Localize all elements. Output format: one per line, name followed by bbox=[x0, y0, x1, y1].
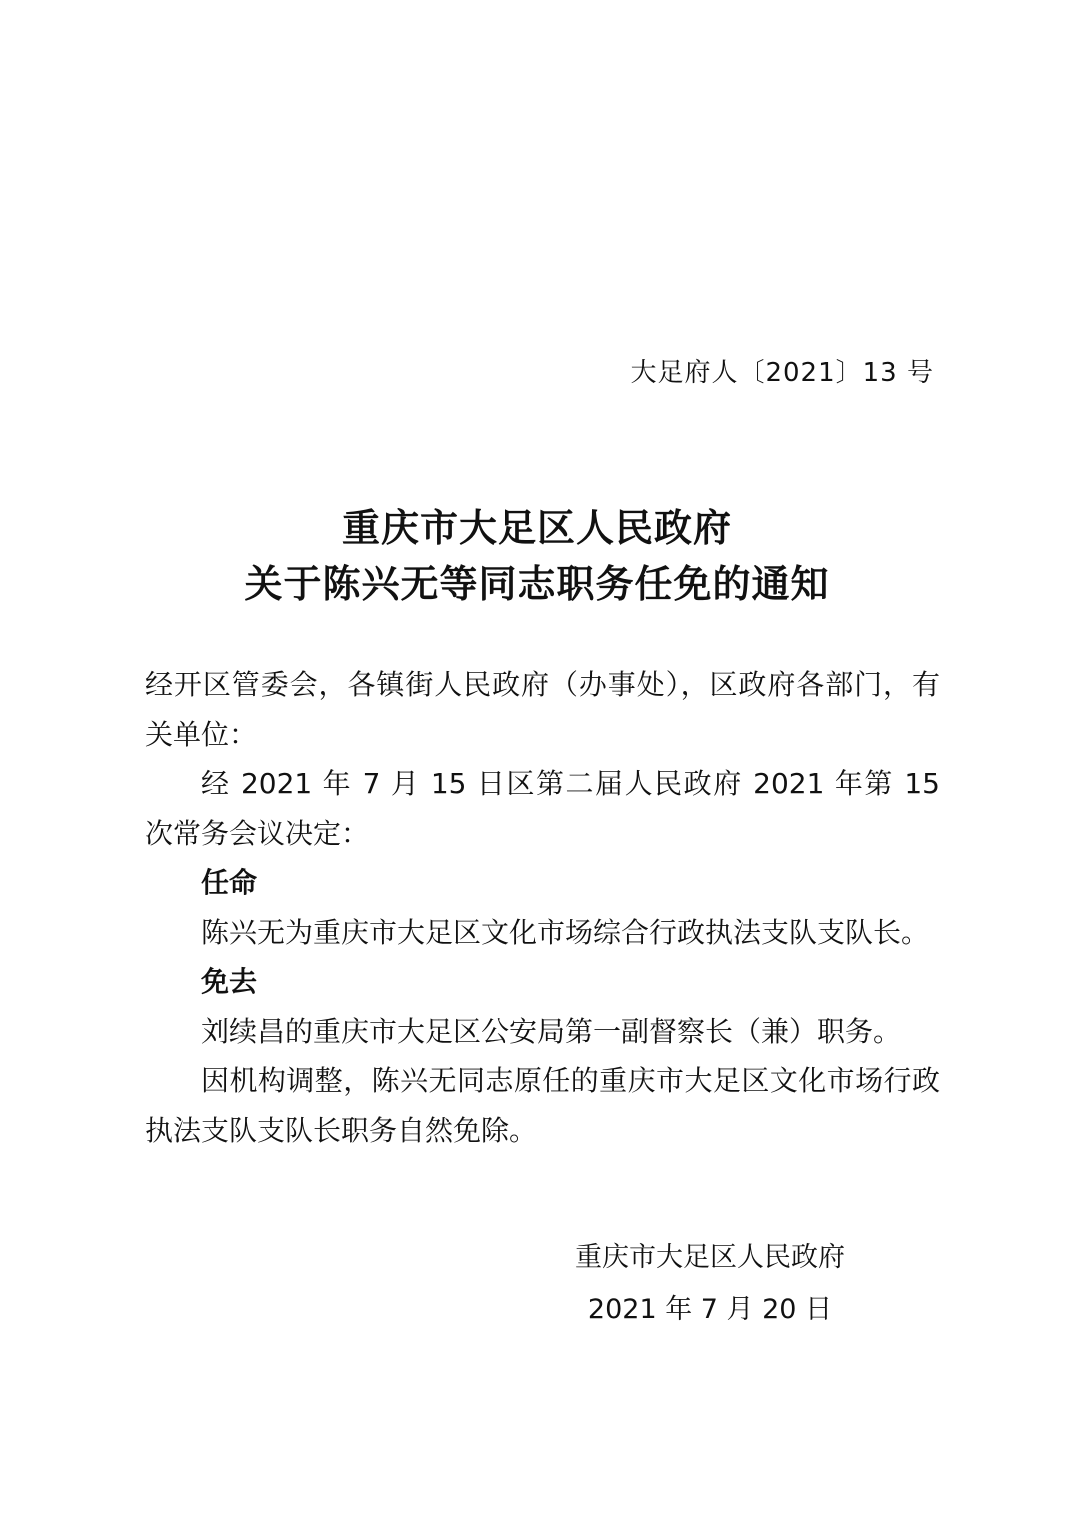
title-line-2: 关于陈兴无等同志职务任免的通知 bbox=[244, 561, 830, 606]
document-number: 大足府人〔2021〕13 号 bbox=[630, 358, 934, 388]
dismiss-text: 刘续昌的重庆市大足区公安局第一副督察长（兼）职务。 bbox=[201, 1014, 902, 1048]
signature-org: 重庆市大足区人民政府 bbox=[575, 1242, 845, 1273]
appoint-text: 陈兴无为重庆市大足区文化市场综合行政执法支队支队长。 bbox=[201, 915, 930, 949]
dismiss-heading: 免去 bbox=[201, 965, 258, 998]
document-body bbox=[145, 660, 940, 1155]
title-line-1: 重庆市大足区人民政府 bbox=[341, 505, 732, 550]
signature-date: 2021 年 7 月 20 日 bbox=[587, 1294, 833, 1325]
intro-paragraph: 经 2021 年 7 月 15 日区第二届人民政府 2021 年第 15 次常务会议决定： bbox=[145, 767, 940, 850]
appoint-heading: 任命 bbox=[201, 866, 258, 899]
signature-block bbox=[560, 1232, 860, 1336]
note-paragraph: 因机构调整，陈兴无同志原任的重庆市大足区文化市场行政执法支队支队长职务自然免除。 bbox=[145, 1064, 940, 1147]
addressee: 经开区管委会，各镇街人民政府（办事处），区政府各部门，有关单位： bbox=[145, 668, 940, 751]
document-title bbox=[0, 500, 1074, 612]
